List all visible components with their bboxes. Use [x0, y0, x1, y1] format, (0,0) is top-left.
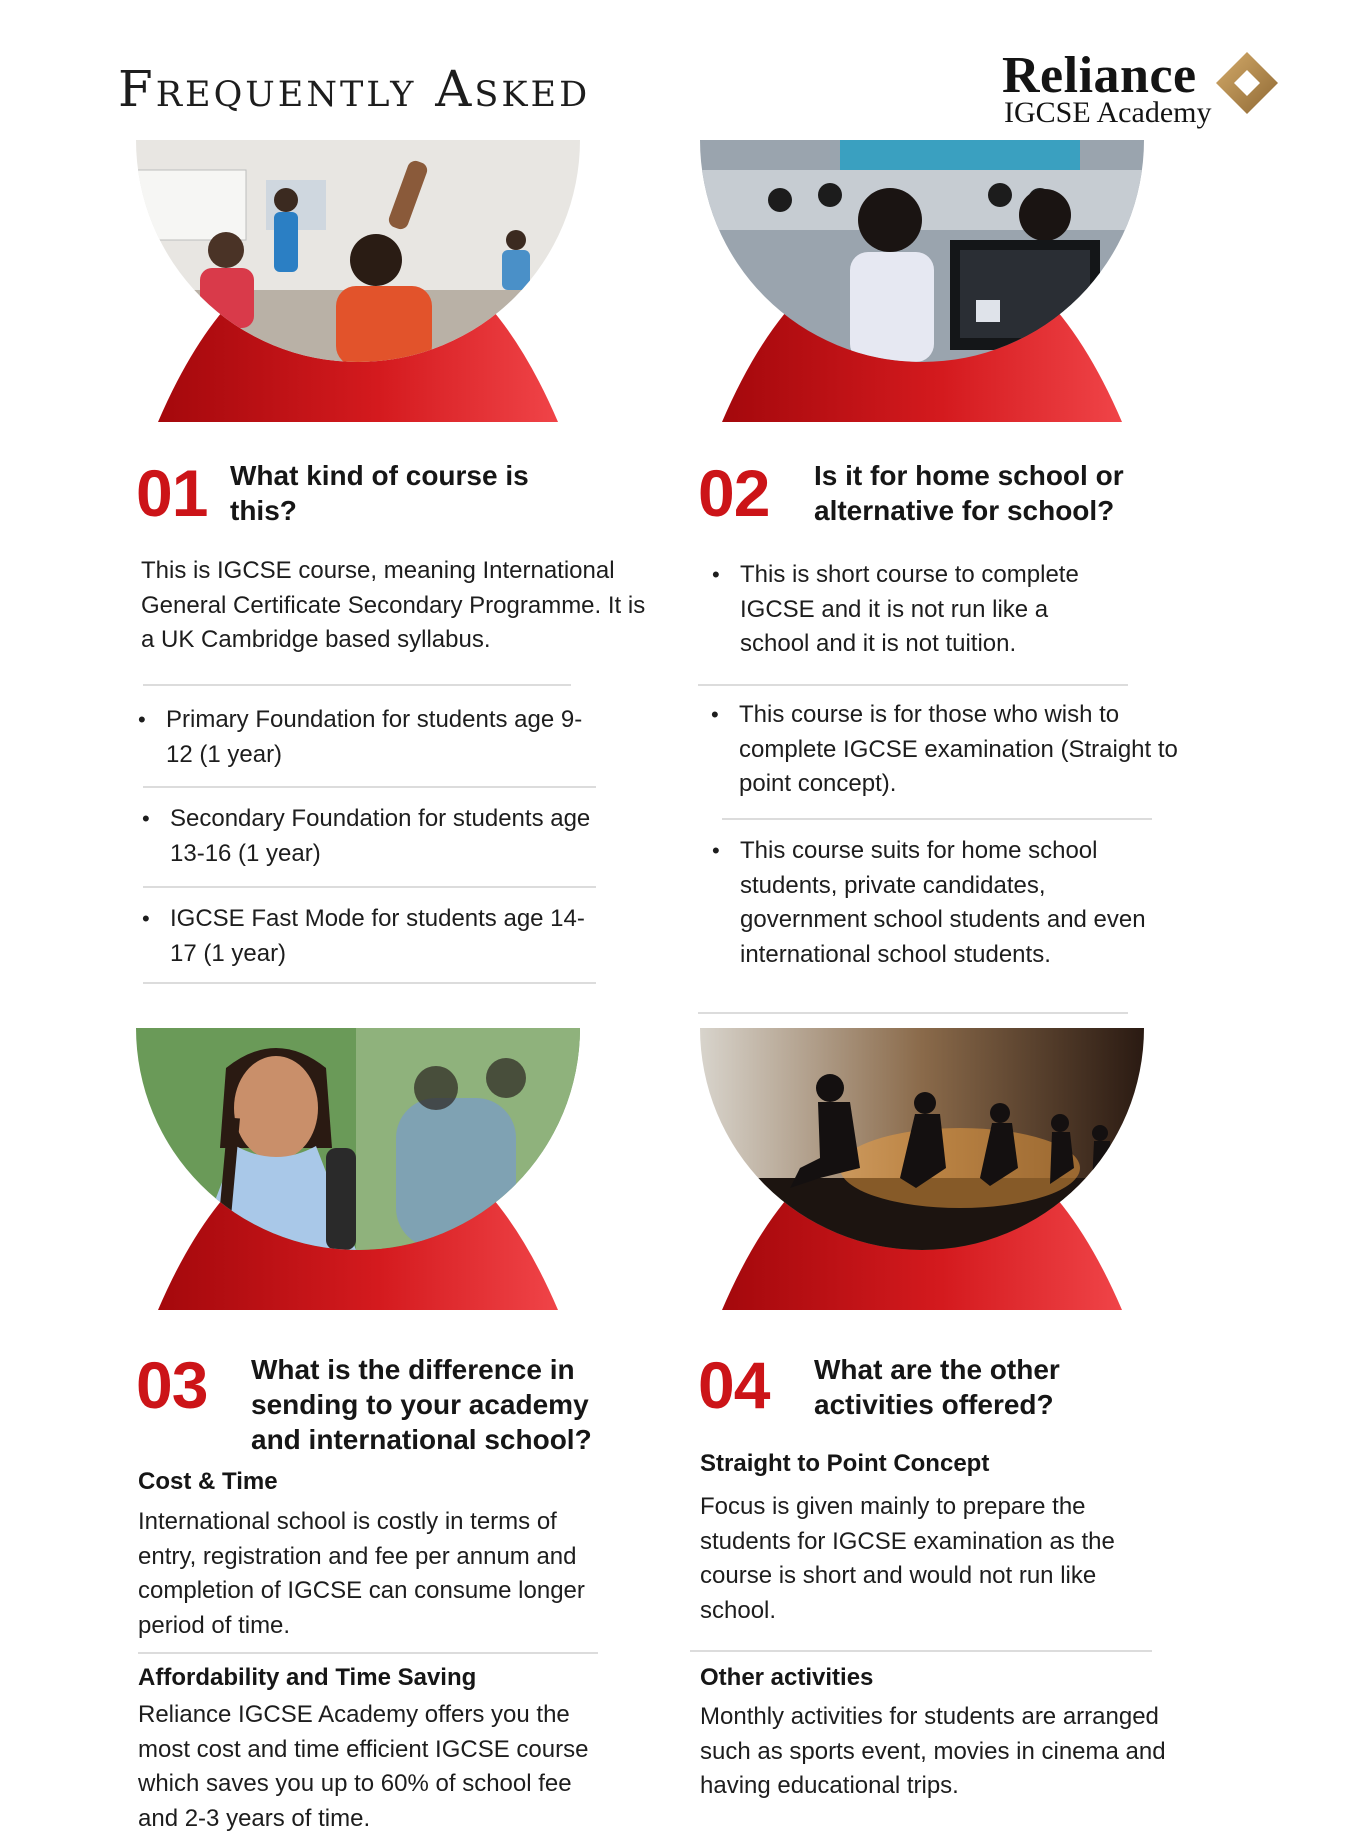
section-text: Monthly activities for students are arranged such as sports event, movies in cinema and having educational trips. — [700, 1703, 1166, 1799]
diamond-logo-icon — [1214, 50, 1280, 116]
list-item: • This course suits for home school students, private candidates, government school students and even international school students. — [712, 834, 1152, 972]
divider — [143, 886, 596, 888]
list-item: • Primary Foundation for students age 9-12 (1 year) — [138, 703, 588, 772]
section-text: International school is costly in terms of entry, registration and fee per annum and completion of IGCSE can consume longer period of time. — [138, 1508, 585, 1639]
runners-silhouette-photo — [700, 1028, 1144, 1310]
list-item: • This is short course to complete IGCSE and it is not run like a school and it is not tuition. — [712, 558, 1122, 662]
logo-subtitle: IGCSE Academy — [1004, 96, 1212, 129]
list-item: • IGCSE Fast Mode for students age 14-17 (1 year) — [142, 902, 592, 971]
divider — [143, 786, 596, 788]
faq-question: What is the difference in sending to your academy and international school? — [251, 1354, 592, 1455]
page-title: Frequently Asked — [118, 60, 591, 118]
faq-number: 01 — [136, 456, 208, 530]
divider — [143, 982, 596, 984]
divider — [690, 1650, 1152, 1652]
student-portrait-photo — [136, 1028, 580, 1310]
section-heading: Straight to Point Concept — [700, 1450, 990, 1477]
section-text: Reliance IGCSE Academy offers you the most cost and time efficient IGCSE course which saves you up to 60% of school fee and 2-3 years of time. — [138, 1701, 589, 1832]
divider — [722, 818, 1152, 820]
section-text: Focus is given mainly to prepare the students for IGCSE examination as the course is short and would not run like school. — [700, 1493, 1115, 1624]
list-item: • Secondary Foundation for students age 13-16 (1 year) — [142, 802, 592, 871]
section-heading: Other activities — [700, 1664, 874, 1691]
list-item: • This course is for those who wish to complete IGCSE examination (Straight to point concept). — [711, 698, 1181, 802]
divider — [143, 684, 571, 686]
section-heading: Affordability and Time Saving — [138, 1664, 477, 1691]
logo-name: Reliance — [1002, 47, 1197, 104]
computer-lab-photo — [700, 140, 1144, 422]
faq-number: 04 — [698, 1348, 770, 1422]
classroom-photo — [136, 140, 580, 422]
faq-paragraph: This is IGCSE course, meaning International General Certificate Secondary Programme. It is a UK Cambridge based syllabus. — [141, 557, 646, 653]
divider — [698, 1012, 1128, 1014]
faq-question: What kind of course is this? — [230, 460, 529, 526]
faq-question: Is it for home school or alternative for school? — [814, 460, 1124, 526]
section-heading: Cost & Time — [138, 1468, 278, 1495]
brand-logo — [1002, 46, 1282, 136]
divider — [138, 1652, 598, 1654]
faq-question: What are the other activities offered? — [814, 1354, 1060, 1420]
faq-number: 02 — [698, 456, 770, 530]
divider — [698, 684, 1128, 686]
faq-number: 03 — [136, 1348, 208, 1422]
